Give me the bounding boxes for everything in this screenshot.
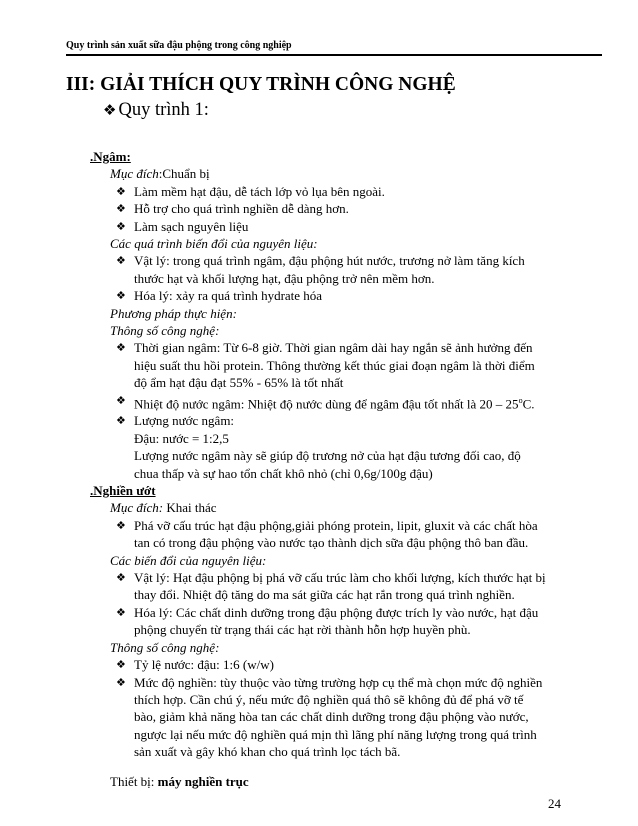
purpose-line: Mục đích:Chuẩn bị	[110, 166, 210, 182]
list-item-continuation: sản xuất và gây khó khan cho quá trình lọc tách bã.	[134, 744, 401, 760]
list-item-continuation: ngược lại nếu mức độ nghiền quá mịn thì lãng phí năng lượng trong quá trình	[134, 726, 537, 742]
list-item-continuation: hiệu suất thu hồi protein. Thông thường kết thúc giai đoạn ngâm là thời điểm	[134, 357, 535, 373]
list-item: ❖ Vật lý: Hạt đậu phộng bị phá vỡ cấu trúc làm cho khối lượng, kích thước hạt bị	[90, 569, 580, 586]
subtitle-text: Quy trình 1:	[118, 100, 209, 120]
list-item-continuation: thích hợp. Cần chú ý, nếu mức độ nghiền quá thô sẽ không đủ để phá vỡ tế	[134, 691, 524, 707]
page-number: 24	[548, 796, 561, 811]
equipment-line: Thiết bị: máy nghiền trục	[110, 773, 249, 789]
header-rule	[66, 54, 602, 56]
section-title: III: GIẢI THÍCH QUY TRÌNH CÔNG NGHỆ	[66, 74, 456, 95]
list-item: ❖ Mức độ nghiền: tùy thuộc vào từng trường hợp cụ thể mà chọn mức độ nghiền	[90, 674, 580, 691]
spacer	[90, 761, 580, 773]
list-item-continuation: thước hạt và khối lượng hạt, đậu phộng trở nên mềm hơn.	[134, 270, 435, 286]
purpose-line: Mục đích: Khai thác	[110, 500, 217, 516]
running-header: Quy trình sản xuất sữa đậu phộng trong công nghiệp	[66, 40, 292, 51]
list-item-continuation: thay đổi. Nhiệt độ tăng do ma sát giữa các hạt rắn trong quá trình nghiền.	[134, 587, 515, 603]
heading-ngam: .Ngâm:	[90, 149, 131, 164]
document-body	[90, 148, 580, 790]
list-item: ❖ Phá vỡ cấu trúc hạt đậu phộng,giải phóng protein, lipit, gluxit và các chất hòa	[90, 517, 580, 534]
list-item-continuation: bào, giảm khả năng hòa tan các chất dinh dưỡng trong đậu phộng vào nước,	[134, 709, 529, 725]
list-item: ❖ Làm mềm hạt đậu, dễ tách lớp vỏ lụa bên ngoài.	[90, 183, 580, 200]
params-label: Thông số công nghệ:	[110, 639, 220, 655]
list-item: ❖ Hóa lý: Các chất dinh dưỡng trong đậu phộng được trích ly vào nước, hạt đậu	[90, 604, 580, 621]
list-item: ❖ Vật lý: trong quá trình ngâm, đậu phộng hút nước, trương nở làm tăng kích	[90, 252, 580, 269]
diamond-bullet-icon: ❖	[103, 101, 117, 119]
method-label: Phương pháp thực hiện:	[110, 305, 237, 321]
list-item: ❖ Tỷ lệ nước: đậu: 1:6 (w/w)	[90, 656, 580, 673]
list-item: ❖ Hóa lý: xảy ra quá trình hydrate hóa	[90, 287, 580, 304]
list-item-continuation: Lượng nước ngâm này sẽ giúp độ trương nở của hạt đậu tương đối cao, độ	[134, 448, 521, 464]
list-item: ❖ Thời gian ngâm: Từ 6-8 giờ. Thời gian ngâm dài hay ngắn sẽ ảnh hưởng đến	[90, 339, 580, 356]
changes-label: Các biến đổi của nguyên liệu:	[110, 552, 267, 568]
section-subtitle	[103, 100, 209, 121]
list-item-continuation: tan có trong đậu phộng vào nước tạo thành dịch sữa đậu phộng thô ban đầu.	[134, 535, 529, 551]
changes-label: Các quá trình biến đổi của nguyên liệu:	[110, 236, 318, 252]
list-item-continuation: độ ẩm hạt đậu đạt 55% - 65% là tốt nhất	[134, 375, 344, 391]
list-item-continuation: chua thấp và sự hao tổn chất khô nhỏ (chỉ 0,6g/100g đậu)	[134, 465, 433, 481]
params-label: Thông số công nghệ:	[110, 323, 220, 339]
list-item: ❖ Nhiệt độ nước ngâm: Nhiệt độ nước dùng để ngâm đậu tốt nhất là 20 – 25$^o$C.	[90, 392, 580, 413]
list-item-continuation: Đậu: nước = 1:2,5	[134, 430, 229, 446]
list-item-continuation: phộng chuyển từ trạng thái các hạt rời thành hỗn hợp huyền phù.	[134, 622, 471, 638]
list-item: ❖ Hỗ trợ cho quá trình nghiền dễ dàng hơn.	[90, 200, 580, 217]
heading-nghien: .Nghiền ướt	[90, 483, 156, 499]
list-item: ❖ Lượng nước ngâm:	[90, 412, 580, 429]
list-item: ❖ Làm sạch nguyên liệu	[90, 218, 580, 235]
